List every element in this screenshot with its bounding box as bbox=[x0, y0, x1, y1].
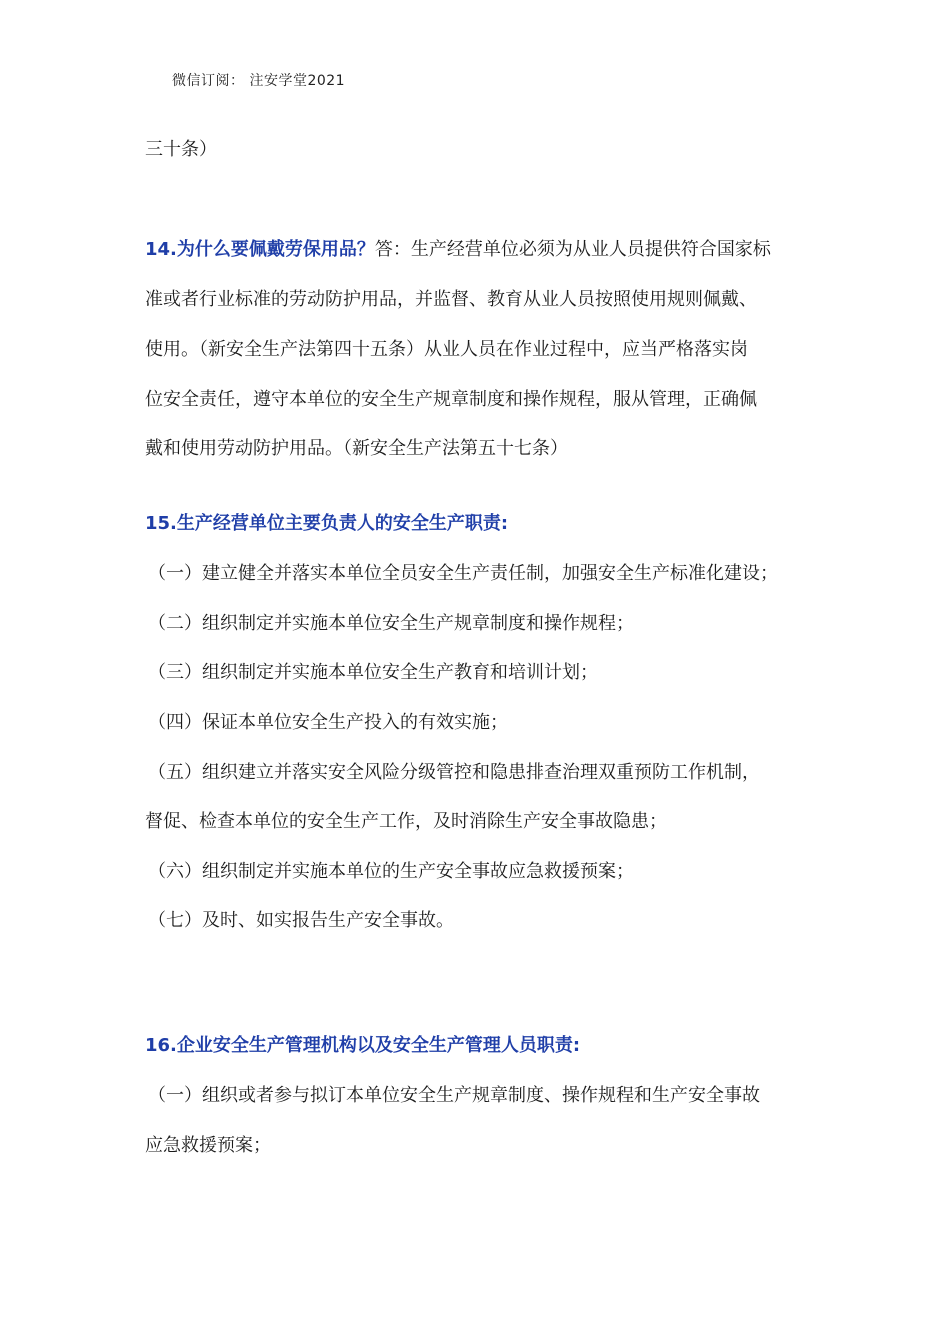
q15-item-3: （三）组织制定并实施本单位安全生产教育和培训计划； bbox=[148, 662, 598, 683]
q15-item-2: （二）组织制定并实施本单位安全生产规章制度和操作规程； bbox=[148, 613, 634, 634]
q16-item-1: （一）组织或者参与拟订本单位安全生产规章制度、操作规程和生产安全事故 bbox=[148, 1085, 760, 1106]
subscribe-label: 微信订阅： bbox=[172, 73, 245, 89]
q14-question: 14.为什么要佩戴劳保用品？ bbox=[145, 239, 375, 260]
q15-item-6: （六）组织制定并实施本单位的生产安全事故应急救援预案； bbox=[148, 861, 634, 882]
q15-item-1: （一）建立健全并落实本单位全员安全生产责任制，加强安全生产标准化建设； bbox=[148, 563, 778, 584]
q14-answer-line-3: 使用。（新安全生产法第四十五条）从业人员在作业过程中，应当严格落实岗 bbox=[145, 339, 748, 360]
q14-answer-line-4: 位安全责任，遵守本单位的安全生产规章制度和操作规程，服从管理，正确佩 bbox=[145, 389, 757, 410]
account-name: 注安学堂2021 bbox=[249, 73, 346, 89]
q16-item-1-cont: 应急救援预案； bbox=[145, 1135, 271, 1156]
q15-item-4: （四）保证本单位安全生产投入的有效实施； bbox=[148, 712, 508, 733]
q14-first-line bbox=[145, 238, 771, 262]
q14-answer-line-5: 戴和使用劳动防护用品。（新安全生产法第五十七条） bbox=[145, 438, 568, 459]
q14-answer-line-1: 答：生产经营单位必须为从业人员提供符合国家标 bbox=[374, 239, 771, 260]
q16-question: 16.企业安全生产管理机构以及安全生产管理人员职责: bbox=[145, 1035, 581, 1056]
continuation-text: 三十条） bbox=[145, 139, 217, 160]
q15-question: 15.生产经营单位主要负责人的安全生产职责: bbox=[145, 513, 509, 534]
q14-answer-line-2: 准或者行业标准的劳动防护用品，并监督、教育从业人员按照使用规则佩戴、 bbox=[145, 289, 757, 310]
q15-item-5: （五）组织建立并落实安全风险分级管控和隐患排查治理双重预防工作机制， bbox=[148, 762, 760, 783]
q15-item-7: （七）及时、如实报告生产安全事故。 bbox=[148, 910, 454, 931]
q15-item-5-cont: 督促、检查本单位的安全生产工作，及时消除生产安全事故隐患； bbox=[145, 811, 667, 832]
page-header bbox=[172, 70, 345, 90]
